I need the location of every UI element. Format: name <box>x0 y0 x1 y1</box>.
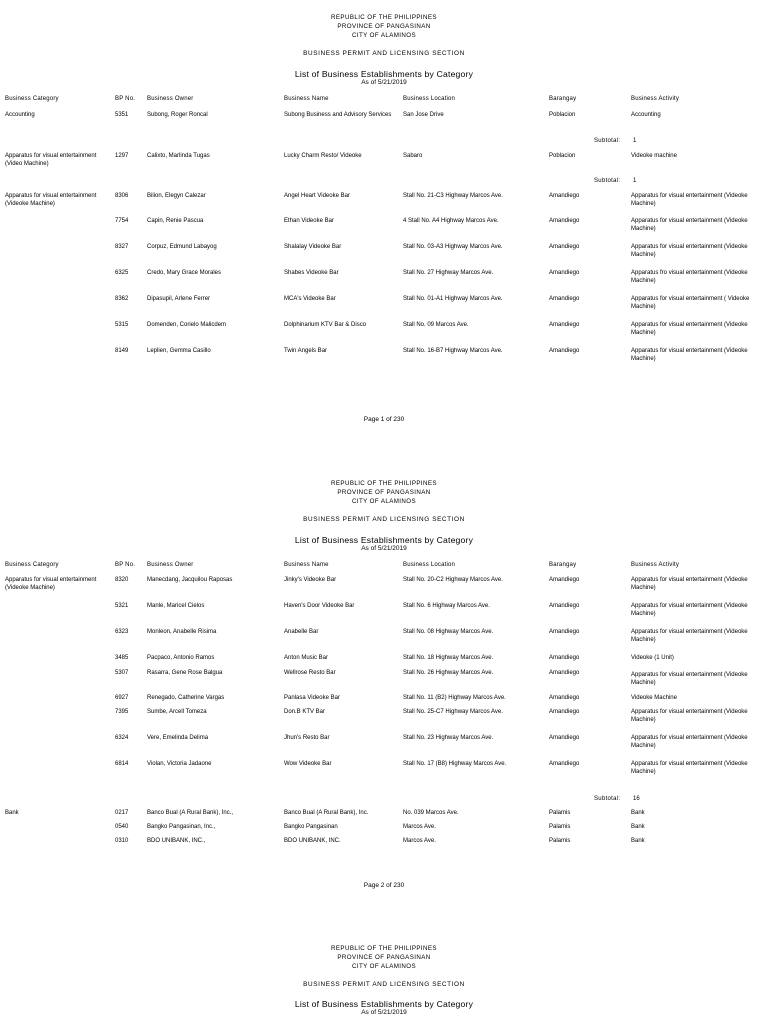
cell-location: No. 039 Marcos Ave. <box>403 810 459 816</box>
cell-owner: BDO UNIBANK, INC., <box>147 838 206 844</box>
cell-bp-no: 5321 <box>115 603 129 609</box>
col-bp-no: BP No. <box>115 96 136 102</box>
cell-activity: Bank <box>631 824 645 830</box>
header-city: CITY OF ALAMINOS <box>351 32 417 39</box>
cell-bp-no: 5307 <box>115 670 129 676</box>
cell-activity: Bank <box>631 838 645 844</box>
cell-barangay: Amandiego <box>549 655 580 661</box>
cell-location: Stall No. 11 (B2) Highway Marcos Ave. <box>403 695 506 701</box>
cell-bp-no: 8149 <box>115 348 129 354</box>
cell-name: Banco Bual (A Rural Bank), Inc. <box>284 810 369 816</box>
cell-barangay: Palamis <box>549 838 571 844</box>
cell-name: Shabes Videoke Bar <box>284 270 339 276</box>
cell-barangay: Poblacion <box>549 112 576 118</box>
cell-owner: Vere, Emelinda Delima <box>147 735 209 741</box>
cell-barangay: Amandiego <box>549 603 580 609</box>
cell-name: Panlasa Videoke Bar <box>284 695 340 701</box>
report-title: List of Business Establishments by Category <box>294 69 474 79</box>
subtotal-value: 1 <box>633 178 637 184</box>
column-header-row <box>0 96 768 106</box>
subtotal-value: 1 <box>633 138 637 144</box>
cell-activity: Apparatus for visual entertainment (Videoke Machine) <box>631 577 748 592</box>
cell-owner: Monleon, Anabelle Risima <box>147 629 217 635</box>
col-owner: Business Owner <box>147 96 194 102</box>
cell-location: Stall No. 18 Highway Marcos Ave. <box>403 655 494 661</box>
cell-bp-no: 6323 <box>115 629 129 635</box>
report-title: List of Business Establishments by Category <box>294 999 474 1009</box>
cell-barangay: Amandiego <box>549 348 580 354</box>
cell-bp-no: 7395 <box>115 709 129 715</box>
cell-activity: Apparatus for visual entertainment (Videoke Machine) <box>631 218 748 233</box>
cell-name: Shalalay Videoke Bar <box>284 244 342 250</box>
header-city: CITY OF ALAMINOS <box>351 498 417 505</box>
cell-name: MCA's Videoke Bar <box>284 296 336 302</box>
report-header <box>0 13 768 40</box>
column-header-row <box>0 562 768 572</box>
cell-barangay: Palamis <box>549 810 571 816</box>
cell-category: Bank <box>5 810 19 816</box>
cell-owner: Manle, Maricel Cielos <box>147 603 205 609</box>
cell-barangay: Amandiego <box>549 709 580 715</box>
header-province: PROVINCE OF PANGASINAN <box>337 23 431 30</box>
col-activity: Business Activity <box>631 562 680 568</box>
cell-owner: Subong, Roger Roncal <box>147 112 208 118</box>
header-city: CITY OF ALAMINOS <box>351 963 417 970</box>
cell-name: Wow Videoke Bar <box>284 761 332 767</box>
cell-barangay: Amandiego <box>549 629 580 635</box>
cell-activity: Apparatus for visual entertainment (Videoke Machine) <box>631 735 748 750</box>
header-province: PROVINCE OF PANGASINAN <box>337 489 431 496</box>
as-of-date: As of 5/21/2019 <box>361 545 407 552</box>
cell-activity: Bank <box>631 810 645 816</box>
cell-barangay: Palamis <box>549 824 571 830</box>
cell-bp-no: 6325 <box>115 270 129 276</box>
cell-bp-no: 6927 <box>115 695 129 701</box>
cell-category: Apparatus for visual entertainment (Videoke Machine) <box>5 577 97 592</box>
cell-category: Apparatus for visual entertainment (Video Machine) <box>5 153 97 168</box>
cell-owner: Sumbe, Arcell Tomeza <box>147 709 207 715</box>
col-barangay: Barangay <box>549 562 577 568</box>
col-location: Business Location <box>403 562 456 568</box>
cell-owner: Violan, Victoria Jadaone <box>147 761 212 767</box>
cell-name: Don.B KTV Bar <box>284 709 326 715</box>
cell-name: Ethan Videoke Bar <box>284 218 334 224</box>
cell-location: Stall No. 03-A3 Highway Marcos Ave. <box>403 244 503 250</box>
cell-owner: Rasarra, Gene Rose Balgua <box>147 670 223 676</box>
cell-bp-no: 0310 <box>115 838 129 844</box>
cell-name: Wellrose Resto Bar <box>284 670 336 676</box>
cell-bp-no: 1297 <box>115 153 129 159</box>
cell-bp-no: 5315 <box>115 322 129 328</box>
cell-activity: Apparatus for visual entertainment (Videoke Machine) <box>631 629 748 644</box>
cell-name: Bangko Pangasinan <box>284 824 338 830</box>
cell-location: San Jose Drive <box>403 112 444 118</box>
col-barangay: Barangay <box>549 96 577 102</box>
cell-activity: Apparatus for visual entertainment ( Videoke Machine) <box>631 296 750 311</box>
cell-activity: Videoke Machine <box>631 695 677 701</box>
cell-owner: Leplien, Gemma Casillo <box>147 348 211 354</box>
header-republic: REPUBLIC OF THE PHILIPPINES <box>331 480 437 487</box>
cell-activity: Apparatus for visual entertainment (Videoke Machine) <box>631 193 748 208</box>
header-republic: REPUBLIC OF THE PHILIPPINES <box>331 945 437 952</box>
cell-name: Anton Music Bar <box>284 655 329 661</box>
cell-owner: Domenden, Corielo Malicdem <box>147 322 227 328</box>
cell-bp-no: 6814 <box>115 761 129 767</box>
col-name: Business Name <box>284 96 329 102</box>
cell-activity: Apparatus for visual entertainment (Videoke Machine) <box>631 348 748 363</box>
cell-barangay: Amandiego <box>549 244 580 250</box>
cell-location: Stall No. 08 Highway Marcos Ave. <box>403 629 494 635</box>
cell-location: Stall No. 27 Highway Marcos Ave. <box>403 270 494 276</box>
cell-owner: Manecdang, Jacquilou Raposas <box>147 577 233 583</box>
cell-barangay: Amandiego <box>549 193 580 199</box>
cell-bp-no: 0217 <box>115 810 129 816</box>
cell-location: Stall No. 09 Marcos Ave. <box>403 322 469 328</box>
cell-activity: Apparatus for visual entertainment (Videoke Machine) <box>631 761 748 776</box>
cell-name: Subong Business and Advisory Services <box>284 112 392 118</box>
cell-owner: Pacpaco, Antonio Ramos <box>147 655 215 661</box>
cell-name: Angel Heart Videoke Bar <box>284 193 350 199</box>
cell-activity: Apparatus for visual entertainment (Videoke Machine) <box>631 709 748 724</box>
cell-bp-no: 6324 <box>115 735 129 741</box>
as-of-date: As of 5/21/2019 <box>361 79 407 86</box>
cell-barangay: Amandiego <box>549 670 580 676</box>
cell-location: Stall No. 25-C7 Highway Marcos Ave. <box>403 709 503 715</box>
subtotal-label: Subtotal: <box>594 796 621 802</box>
cell-owner: Bilion, Elegyn Calezar <box>147 193 206 199</box>
header-republic: REPUBLIC OF THE PHILIPPINES <box>331 14 437 21</box>
cell-name: Jhun's Resto Bar <box>284 735 330 741</box>
cell-activity: Accounting <box>631 112 661 118</box>
subtotal-label: Subtotal: <box>594 138 621 144</box>
col-location: Business Location <box>403 96 456 102</box>
cell-name: Dolphinarium KTV Bar & Disco <box>284 322 367 328</box>
section-title: BUSINESS PERMIT AND LICENSING SECTION <box>303 50 465 57</box>
cell-name: Twin Angels Bar <box>284 348 328 354</box>
cell-barangay: Amandiego <box>549 761 580 767</box>
cell-location: Stall No. 20-C2 Highway Marcos Ave. <box>403 577 503 583</box>
cell-name: BDO UNIBANK, INC. <box>284 838 341 844</box>
cell-location: Stall No. 16-B7 Highway Marcos Ave. <box>403 348 503 354</box>
cell-activity: Apparatus for visual entertainment (Videoke Machine) <box>631 603 748 618</box>
cell-location: Stall No. 6 Highway Marcos Ave. <box>403 603 490 609</box>
cell-bp-no: 3485 <box>115 655 129 661</box>
cell-bp-no: 5351 <box>115 112 129 118</box>
col-owner: Business Owner <box>147 562 194 568</box>
cell-bp-no: 8320 <box>115 577 129 583</box>
as-of-date: As of 5/21/2019 <box>361 1009 407 1016</box>
page-number: Page 2 of 230 <box>363 882 405 889</box>
cell-activity: Videoke machine <box>631 153 677 159</box>
cell-location: Stall No. 23 Highway Marcos Ave. <box>403 735 494 741</box>
cell-activity: Apparatus for visual entertainment (Videoke Machine) <box>631 672 748 687</box>
cell-activity: Apparatus for visual entertainment (Videoke Machine) <box>631 322 748 337</box>
cell-barangay: Poblacion <box>549 153 576 159</box>
cell-name: Haven's Door Videoke Bar <box>284 603 355 609</box>
section-title: BUSINESS PERMIT AND LICENSING SECTION <box>303 981 465 988</box>
report-header <box>0 479 768 506</box>
cell-location: Marcos Ave. <box>403 824 436 830</box>
cell-bp-no: 8306 <box>115 193 129 199</box>
cell-barangay: Amandiego <box>549 735 580 741</box>
section-title: BUSINESS PERMIT AND LICENSING SECTION <box>303 516 465 523</box>
cell-category: Apparatus for visual entertainment (Videoke Machine) <box>5 193 97 208</box>
cell-barangay: Amandiego <box>549 218 580 224</box>
col-category: Business Category <box>5 96 59 102</box>
cell-location: Stall No. 17 (B8) Highway Marcos Ave. <box>403 761 507 767</box>
cell-location: Sabaro <box>403 153 423 159</box>
cell-barangay: Amandiego <box>549 296 580 302</box>
cell-barangay: Amandiego <box>549 695 580 701</box>
cell-category: Accounting <box>5 112 35 118</box>
cell-bp-no: 8327 <box>115 244 129 250</box>
cell-location: Stall No. 01-A1 Highway Marcos Ave. <box>403 296 503 302</box>
cell-name: Anabelle Bar <box>284 629 319 635</box>
col-category: Business Category <box>5 562 59 568</box>
cell-name: Jinky's Videoke Bar <box>284 577 337 583</box>
cell-owner: Corpuz, Edmund Labayog <box>147 244 217 250</box>
col-activity: Business Activity <box>631 96 680 102</box>
page-number: Page 1 of 230 <box>363 416 405 423</box>
subtotal-label: Subtotal: <box>594 178 621 184</box>
header-province: PROVINCE OF PANGASINAN <box>337 954 431 961</box>
report-header <box>0 944 768 971</box>
cell-location: Stall No. 21-C3 Highway Marcos Ave. <box>403 193 503 199</box>
col-name: Business Name <box>284 562 329 568</box>
cell-owner: Renegado, Catherine Vargas <box>147 695 225 701</box>
cell-owner: Banco Bual (A Rural Bank), Inc., <box>147 810 234 816</box>
cell-activity: Apparatus for visual entertainment (Videoke Machine) <box>631 244 748 259</box>
cell-bp-no: 8362 <box>115 296 129 302</box>
subtotal-value: 16 <box>633 796 640 802</box>
cell-name: Lucky Charm Resto/ Videoke <box>284 153 362 159</box>
cell-barangay: Amandiego <box>549 322 580 328</box>
cell-owner: Credo, Mary Grace Morales <box>147 270 222 276</box>
cell-activity: Videoke (1 Unit) <box>631 655 674 661</box>
col-bp-no: BP No. <box>115 562 136 568</box>
cell-location: Stall No. 26 Highway Marcos Ave. <box>403 670 494 676</box>
cell-owner: Dipasupil, Arlene Ferrer <box>147 296 211 302</box>
report-title: List of Business Establishments by Category <box>294 535 474 545</box>
cell-barangay: Amandiego <box>549 270 580 276</box>
cell-owner: Capin, Renie Pascua <box>147 218 204 224</box>
cell-location: 4 Stall No. A4 Highway Marcos Ave. <box>403 218 499 224</box>
cell-activity: Apparatus fro visual entertainment (Videoke Machine) <box>631 270 748 285</box>
cell-owner: Calixto, Marlinda Tugas <box>147 153 210 159</box>
cell-location: Marcos Ave. <box>403 838 436 844</box>
cell-bp-no: 0540 <box>115 824 129 830</box>
cell-owner: Bangko Pangasinan, Inc., <box>147 824 216 830</box>
cell-bp-no: 7754 <box>115 218 129 224</box>
cell-barangay: Amandiego <box>549 577 580 583</box>
